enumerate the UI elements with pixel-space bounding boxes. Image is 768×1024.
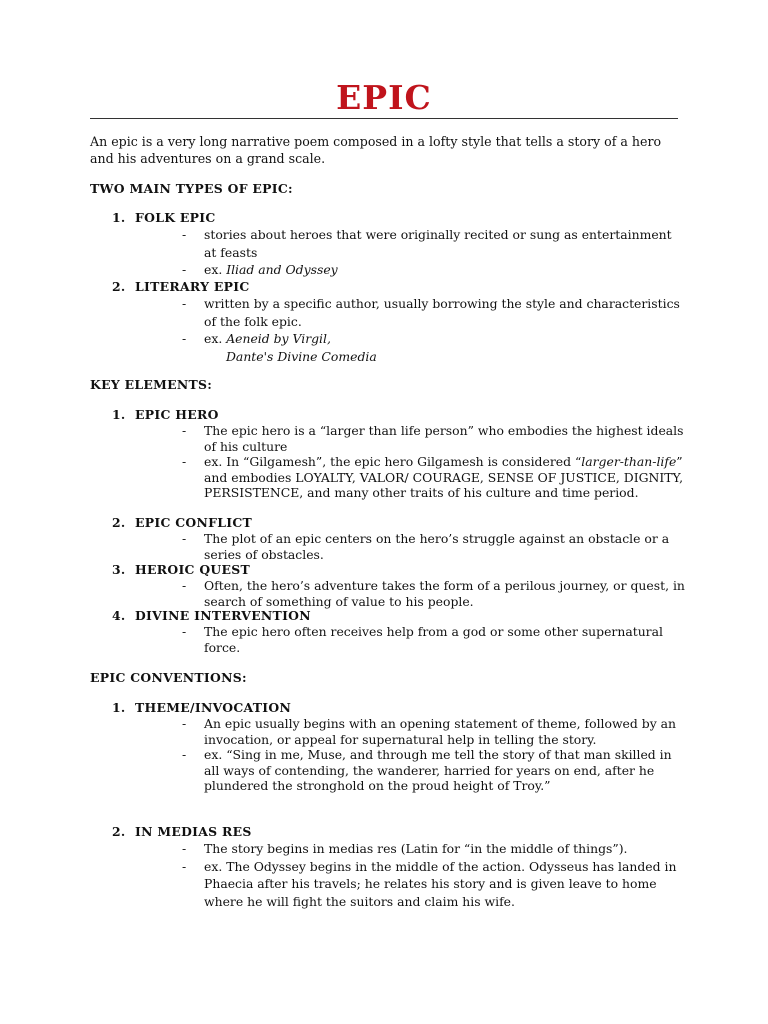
epic-hero-bullets [178, 423, 686, 501]
section-heading-conventions: EPIC CONVENTIONS: [90, 670, 247, 685]
item-number: 1. [112, 407, 126, 422]
section-heading-elements: KEY ELEMENTS: [90, 377, 213, 392]
item-label: DIVINE INTERVENTION [135, 608, 311, 623]
list-item: - ex. The Odyssey begins in the middle of the action. Odysseus has landed in Phaecia after his travels; he relates his story and is given leave to home where he will fight the suitors and claim his wife. [182, 858, 677, 909]
item-label: FOLK EPIC [135, 210, 216, 225]
item-label: EPIC CONFLICT [135, 515, 253, 530]
list-item: - The plot of an epic centers on the hero’s struggle against an obstacle or a series of obstacles. [182, 531, 670, 562]
intro-paragraph: An epic is a very long narrative poem composed in a lofty style that tells a story of a hero and his adventures on a grand scale. [90, 134, 662, 166]
list-item: - ex. Aeneid by Virgil, Dante's Divine Comedia [182, 331, 377, 364]
theme-invocation-bullets [178, 716, 686, 794]
item-number: 3. [112, 562, 126, 577]
list-item: - The story begins in medias res (Latin for “in the middle of things”). [182, 841, 628, 856]
list-item: - The epic hero is a “larger than life person” who embodies the highest ideals of his culture [182, 423, 684, 454]
item-in-medias-res [112, 824, 252, 840]
list-item: - written by a specific author, usually borrowing the style and characteristics of the folk epic. [182, 296, 680, 329]
heroic-quest-bullets [178, 578, 686, 609]
section-heading-types: TWO MAIN TYPES OF EPIC: [90, 181, 293, 196]
item-label: LITERARY EPIC [135, 279, 250, 294]
list-item: - stories about heroes that were originally recited or sung as entertainment at feasts [182, 227, 672, 260]
list-item: - The epic hero often receives help from a god or some other supernatural force. [182, 624, 663, 655]
item-label: IN MEDIAS RES [135, 824, 252, 839]
item-literary-epic [112, 279, 249, 295]
list-item: - ex. In “Gilgamesh”, the epic hero Gilgamesh is considered “larger-than-life” and embodies LOYALTY, VALOR/ COURAGE, SENSE OF JUSTICE, DIGNITY, PERSISTENCE, and many other traits of his culture and time period. [182, 454, 684, 500]
item-number: 4. [112, 608, 126, 623]
item-folk-epic [112, 210, 216, 226]
item-heroic-quest [112, 562, 250, 578]
item-number: 1. [112, 700, 126, 715]
literary-epic-bullets [178, 295, 686, 365]
item-label: THEME/INVOCATION [135, 700, 292, 715]
item-label: HEROIC QUEST [135, 562, 251, 577]
folk-epic-bullets [178, 226, 686, 279]
in-medias-res-bullets [178, 840, 686, 910]
item-epic-conflict [112, 515, 252, 531]
epic-conflict-bullets [178, 531, 686, 562]
item-label: EPIC HERO [135, 407, 219, 422]
item-epic-hero [112, 407, 219, 423]
item-number: 2. [112, 279, 126, 294]
list-item: - ex. Iliad and Odyssey [182, 262, 338, 277]
list-item: - An epic usually begins with an opening statement of theme, followed by an invocation, or appeal for supernatural help in telling the story. [182, 716, 676, 747]
page-title: EPIC [336, 78, 432, 117]
item-divine-intervention [112, 608, 311, 624]
list-item: - ex. “Sing in me, Muse, and through me tell the story of that man skilled in all ways of contending, the wanderer, harried for years on end, after he plundered the stronghold on the proud height of Troy.” [182, 747, 672, 793]
list-item: - Often, the hero’s adventure takes the form of a perilous journey, or quest, in search of something of value to his people. [182, 578, 685, 609]
item-number: 1. [112, 210, 126, 225]
item-theme-invocation [112, 700, 291, 716]
item-number: 2. [112, 515, 126, 530]
divine-intervention-bullets [178, 624, 686, 655]
item-number: 2. [112, 824, 126, 839]
title-divider [90, 118, 678, 119]
